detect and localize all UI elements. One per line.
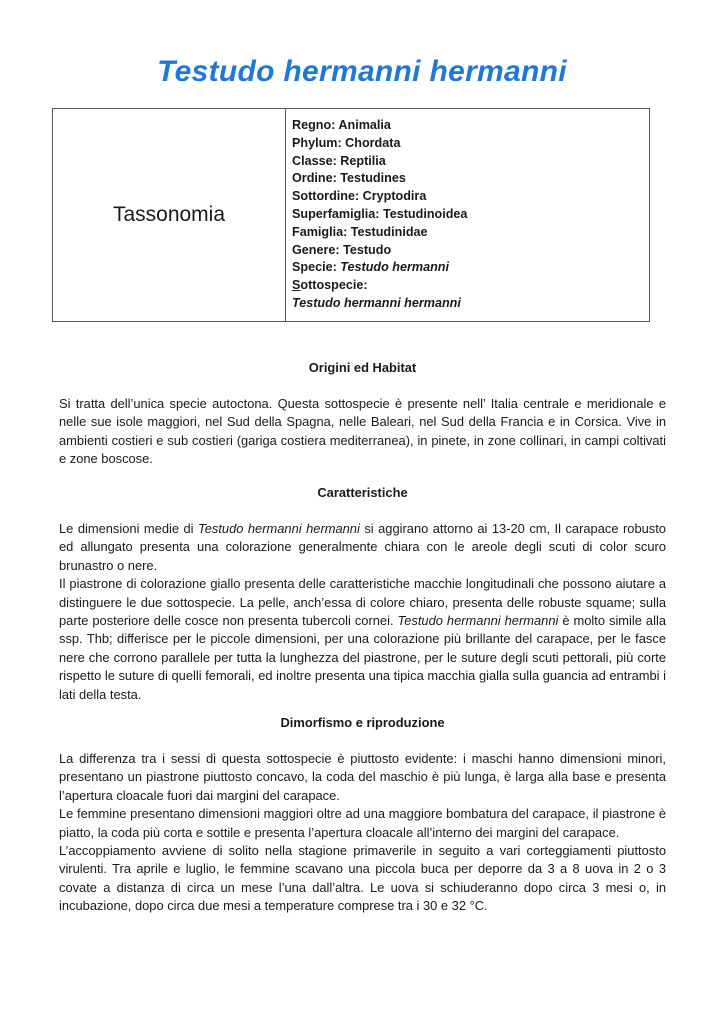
section-origini [59,359,666,469]
species-name: Testudo hermanni hermanni [198,521,360,536]
section-origini-paragraph: Si tratta dell’unica specie autoctona. Questa sottospecie è presente nell’ Italia centrale e meridionale e nelle sue isole maggiori, nel Sud della Spagna, nelle Baleari, nel Sud della Francia e in Corsica. Vive in ambienti costieri e sub costieri (gariga costiera mediterranea), in pinete, in zone collinari, in campi coltivati e zone boscose. [59,396,666,467]
taxonomy-regno: Regno: Animalia [292,118,391,132]
taxonomy-specie-value: Testudo hermanni [340,260,449,275]
section-origini-heading: Origini ed Habitat [308,360,417,375]
taxonomy-heading: Tassonomia [53,109,286,322]
paragraph-text: si aggirano attorno ai 13-20 cm, Il carapace robusto ed allungato presenta una colorazione generalmente chiara con le areole degli scuti di color scuro brunastro o nere. [59,521,666,573]
taxonomy-sottospecie-initial: S [292,278,301,293]
taxonomy-superfamiglia: Superfamiglia: Testudinoidea [292,206,468,221]
species-name: Testudo hermanni hermanni [397,613,559,629]
taxonomy-sottospecie-label: ottospecie: [300,278,368,293]
taxonomy-genere: Genere: Testudo [292,242,392,257]
taxonomy-specie [292,259,643,277]
taxonomy-ordine: Ordine: Testudines [292,171,406,186]
taxonomy-phylum: Phylum: Chordata [292,135,401,150]
taxonomy-famiglia: Famiglia: Testudinidae [292,224,428,239]
paragraph-text: Le dimensioni medie di [59,521,199,536]
section-dimorfismo-paragraph-3: L’accoppiamento avviene di solito nella stagione primaverile in seguito a vari corteggiamenti piuttosto virulenti. Tra aprile e luglio, le femmine scavano una piccola buca per deporre da 3 a 8 uova in 2 o 3 covate a distanza di circa un mese l’una dall’altra. Le uova si schiuderanno dopo circa 3 mesi o, in incubazione, dopo circa due mesi a temperature comprese tra i 30 e 32 °C. [59,843,666,914]
taxonomy-sottospecie [292,277,643,295]
document-title: Testudo hermanni hermanni [157,55,567,88]
taxonomy-classe: Classe: Reptilia [292,153,386,168]
section-dimorfismo-heading: Dimorfismo e riproduzione [280,715,445,730]
section-dimorfismo [59,714,666,916]
paragraph-text: Il piastrone di colorazione giallo presenta delle caratteristiche macchie longitudinali che possono aiutare a distinguere le due sottospecie. La pelle, anch’essa di colore chiaro, presenta delle robuste squame; sulla parte posteriore delle cosce non presenta tubercoli cornei. [59,576,666,629]
taxonomy-specie-label: Specie: [292,260,341,275]
taxonomy-sottospecie-value: Testudo hermanni hermanni [292,295,461,310]
taxonomy-table [52,108,650,322]
section-caratteristiche-heading: Caratteristiche [317,485,408,500]
section-dimorfismo-paragraph-1: La differenza tra i sessi di questa sottospecie è piuttosto evidente: i maschi hanno dimensioni minori, presentano un piastrone piuttosto concavo, la coda del maschio è più lunga, è larga alla base e presenta l’apertura cloacale fuori dai margini del carapace. [59,751,666,803]
paragraph-text: è molto simile alla ssp. Thb; differisce per le piccole dimensioni, per una colorazione più brillante del carapace, per le fasce nere che corrono parallele per tutta la lunghezza del piastrone, per le suture degli scuti pettorali, più corte rispetto le suture di quelli femorali, ed inoltre presenta una tipica macchia gialla sulla guancia ad entrambi i lati della testa. [59,613,666,702]
section-caratteristiche-paragraph-1 [59,520,666,575]
taxonomy-list [286,109,650,322]
taxonomy-sottordine: Sottordine: Cryptodira [292,189,427,204]
section-caratteristiche-paragraph-2 [59,575,666,704]
section-dimorfismo-paragraph-2: Le femmine presentano dimensioni maggiori oltre ad una maggiore bombatura del carapace, il piastrone è piatto, la coda più corta e sottile e presenta l’apertura cloacale all’interno dei margini del carapace. [59,806,666,840]
section-caratteristiche [59,484,666,704]
